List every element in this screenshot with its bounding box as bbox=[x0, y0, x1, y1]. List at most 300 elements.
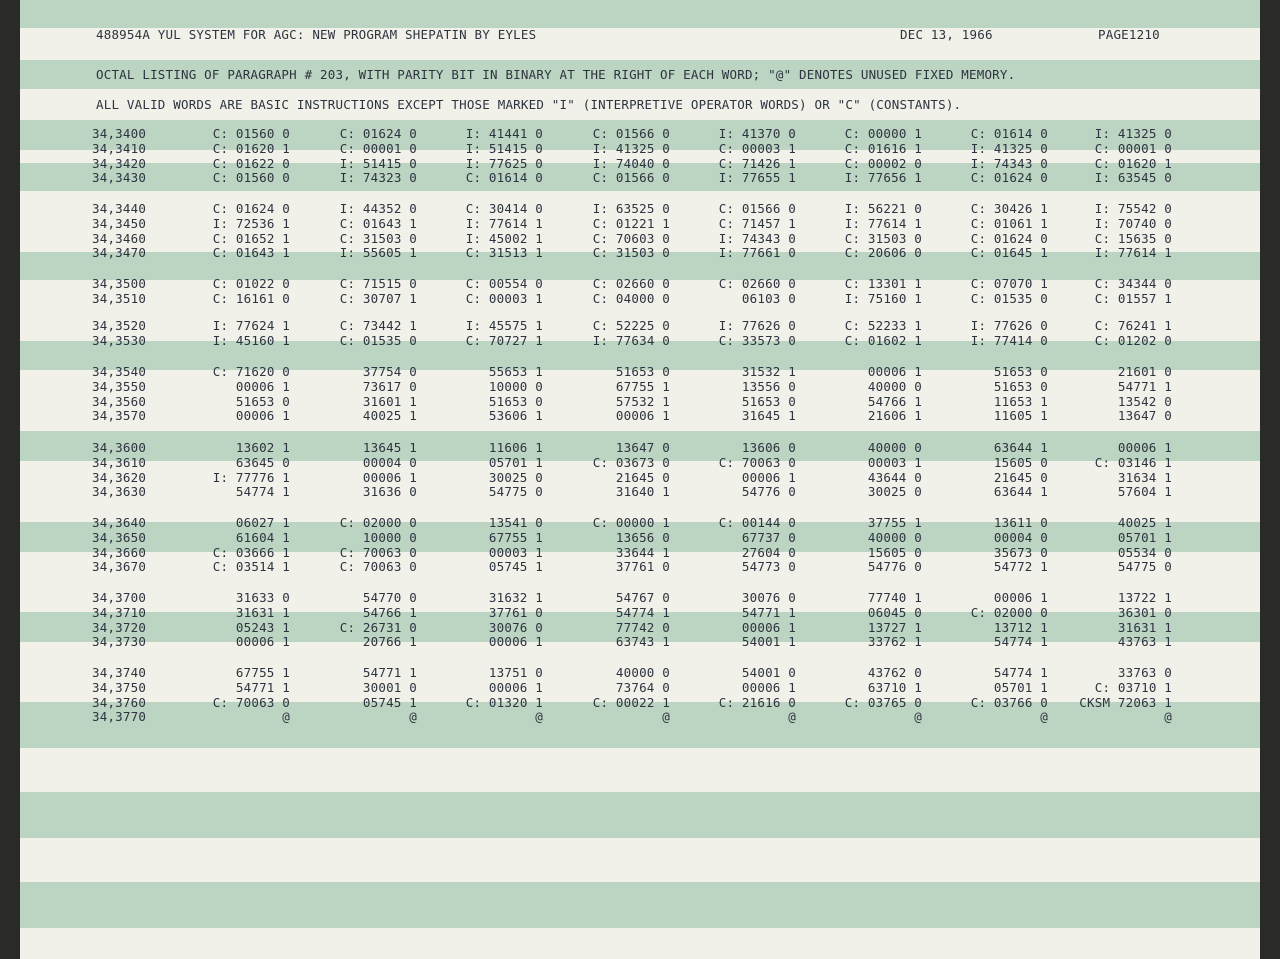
octal-word: 54771 1 bbox=[741, 604, 796, 620]
octal-word: C: 00002 0 bbox=[844, 155, 922, 171]
octal-word: C: 02000 0 bbox=[970, 604, 1048, 620]
listing-block bbox=[20, 127, 1260, 186]
octal-word: 13647 0 bbox=[1117, 408, 1172, 424]
octal-word: 54773 0 bbox=[741, 559, 796, 575]
octal-word: C: 01557 1 bbox=[1094, 290, 1172, 306]
octal-word: 00006 1 bbox=[1117, 440, 1172, 455]
memory-address: 34,3550 bbox=[92, 378, 147, 394]
octal-word: 05701 1 bbox=[1117, 529, 1172, 545]
octal-word: 00006 1 bbox=[741, 679, 796, 695]
octal-word: 37761 0 bbox=[615, 559, 670, 575]
octal-word: C: 01620 1 bbox=[1094, 155, 1172, 171]
octal-word: 54774 1 bbox=[235, 484, 290, 500]
octal-word: 00006 1 bbox=[235, 634, 290, 650]
octal-word: 63644 1 bbox=[993, 440, 1048, 455]
memory-address: 34,3630 bbox=[92, 484, 147, 500]
octal-word: I: 77614 1 bbox=[465, 215, 543, 231]
octal-word: C: 70603 0 bbox=[592, 230, 670, 246]
memory-address: 34,3570 bbox=[92, 408, 147, 424]
memory-address: 34,3600 bbox=[92, 440, 147, 455]
octal-word: C: 01622 0 bbox=[212, 155, 290, 171]
listing-row bbox=[20, 546, 1260, 561]
octal-word: @ bbox=[282, 709, 290, 725]
octal-word: 05745 1 bbox=[362, 694, 417, 710]
octal-word: C: 01560 0 bbox=[212, 126, 290, 141]
octal-word: C: 00000 1 bbox=[592, 515, 670, 530]
octal-word: 00006 1 bbox=[615, 408, 670, 424]
memory-address: 34,3700 bbox=[92, 590, 147, 605]
octal-word: 35673 0 bbox=[993, 544, 1048, 560]
octal-word: C: 01221 1 bbox=[592, 215, 670, 231]
octal-word: C: 01643 1 bbox=[212, 245, 290, 261]
octal-word: C: 03673 0 bbox=[592, 454, 670, 470]
octal-word: 10000 0 bbox=[488, 378, 543, 394]
octal-word: 31636 0 bbox=[362, 484, 417, 500]
octal-word: I: 75160 1 bbox=[844, 290, 922, 306]
octal-word: C: 03666 1 bbox=[212, 544, 290, 560]
octal-word: 21645 0 bbox=[615, 469, 670, 485]
octal-word: I: 74040 0 bbox=[592, 155, 670, 171]
octal-word: C: 02000 0 bbox=[339, 515, 417, 530]
memory-address: 34,3510 bbox=[92, 290, 147, 306]
octal-word: I: 77656 1 bbox=[844, 170, 922, 186]
octal-word: 67755 1 bbox=[615, 378, 670, 394]
octal-word: 13602 1 bbox=[235, 440, 290, 455]
listing-row bbox=[20, 334, 1260, 349]
memory-address: 34,3540 bbox=[92, 364, 147, 379]
octal-word: @ bbox=[409, 709, 417, 725]
octal-word: 67755 1 bbox=[235, 665, 290, 680]
octal-word: C: 07070 1 bbox=[970, 276, 1048, 291]
octal-word: 00003 1 bbox=[867, 454, 922, 470]
memory-address: 34,3520 bbox=[92, 318, 147, 333]
memory-address: 34,3610 bbox=[92, 454, 147, 470]
listing-row bbox=[20, 560, 1260, 575]
octal-word: I: 41441 0 bbox=[465, 126, 543, 141]
octal-word: C: 31503 0 bbox=[592, 245, 670, 261]
octal-word: C: 01602 1 bbox=[844, 332, 922, 348]
octal-word: 00006 1 bbox=[993, 590, 1048, 605]
octal-word: C: 34344 0 bbox=[1094, 276, 1172, 291]
octal-word: 51653 0 bbox=[235, 393, 290, 409]
octal-word: C: 01624 0 bbox=[339, 126, 417, 141]
memory-address: 34,3530 bbox=[92, 332, 147, 348]
octal-word: 13645 1 bbox=[362, 440, 417, 455]
octal-word: I: 74343 0 bbox=[718, 230, 796, 246]
octal-word: 54771 1 bbox=[362, 665, 417, 680]
listing-row bbox=[20, 127, 1260, 142]
octal-word: C: 01614 0 bbox=[970, 126, 1048, 141]
octal-word: 13542 0 bbox=[1117, 393, 1172, 409]
memory-address: 34,3760 bbox=[92, 694, 147, 710]
memory-address: 34,3670 bbox=[92, 559, 147, 575]
octal-word: I: 77655 1 bbox=[718, 170, 796, 186]
octal-word: @ bbox=[788, 709, 796, 725]
octal-word: C: 33573 0 bbox=[718, 332, 796, 348]
octal-word: C: 16161 0 bbox=[212, 290, 290, 306]
octal-word: C: 70727 1 bbox=[465, 332, 543, 348]
octal-word: @ bbox=[1040, 709, 1048, 725]
octal-word: 13611 0 bbox=[993, 515, 1048, 530]
octal-word: C: 31513 1 bbox=[465, 245, 543, 261]
listing-note-valid-words: ALL VALID WORDS ARE BASIC INSTRUCTIONS EXCEPT THOSE MARKED "I" (INTERPRETIVE OPERATOR WORDS) OR "C" (CONSTANTS). bbox=[96, 97, 962, 112]
listing-row bbox=[20, 681, 1260, 696]
octal-word: C: 00000 1 bbox=[844, 126, 922, 141]
octal-word: 31645 1 bbox=[741, 408, 796, 424]
octal-word: C: 01061 1 bbox=[970, 215, 1048, 231]
octal-word: I: 45160 1 bbox=[212, 332, 290, 348]
octal-word: 51653 0 bbox=[615, 364, 670, 379]
listing-header-page: PAGE1210 bbox=[1098, 27, 1160, 42]
octal-word: 43762 0 bbox=[867, 665, 922, 680]
octal-word: 15605 0 bbox=[993, 454, 1048, 470]
octal-word: 33644 1 bbox=[615, 544, 670, 560]
octal-word: @ bbox=[662, 709, 670, 725]
octal-word: I: 41325 0 bbox=[1094, 126, 1172, 141]
octal-word: I: 74343 0 bbox=[970, 155, 1048, 171]
octal-word: C: 70063 0 bbox=[212, 694, 290, 710]
octal-word: 21645 0 bbox=[993, 469, 1048, 485]
octal-word: 33762 1 bbox=[867, 634, 922, 650]
octal-word: 54770 0 bbox=[362, 590, 417, 605]
octal-word: 21601 0 bbox=[1117, 364, 1172, 379]
octal-word: I: 63525 0 bbox=[592, 201, 670, 216]
octal-word: 15605 0 bbox=[867, 544, 922, 560]
octal-word: 54775 0 bbox=[488, 484, 543, 500]
listing-block bbox=[20, 441, 1260, 500]
memory-address: 34,3730 bbox=[92, 634, 147, 650]
octal-word: 31633 0 bbox=[235, 590, 290, 605]
octal-word: C: 00144 0 bbox=[718, 515, 796, 530]
octal-word: C: 01643 1 bbox=[339, 215, 417, 231]
octal-word: I: 72536 1 bbox=[212, 215, 290, 231]
listing-row bbox=[20, 696, 1260, 711]
octal-word: C: 52233 1 bbox=[844, 318, 922, 333]
listing-row bbox=[20, 395, 1260, 410]
listing-row bbox=[20, 710, 1260, 725]
octal-word: 63644 1 bbox=[993, 484, 1048, 500]
octal-word: I: 45002 1 bbox=[465, 230, 543, 246]
memory-address: 34,3640 bbox=[92, 515, 147, 530]
octal-word: I: 77624 1 bbox=[212, 318, 290, 333]
listing-block bbox=[20, 277, 1260, 307]
octal-word: C: 00001 0 bbox=[1094, 140, 1172, 156]
octal-word: C: 31503 0 bbox=[844, 230, 922, 246]
octal-word: 54776 0 bbox=[741, 484, 796, 500]
octal-word: 00006 1 bbox=[741, 469, 796, 485]
octal-word: 51653 0 bbox=[741, 393, 796, 409]
octal-word: C: 03766 0 bbox=[970, 694, 1048, 710]
octal-word: C: 02660 0 bbox=[592, 276, 670, 291]
octal-word: 00004 0 bbox=[993, 529, 1048, 545]
listing-block bbox=[20, 666, 1260, 725]
octal-word: C: 31503 0 bbox=[339, 230, 417, 246]
listing-header-date: DEC 13, 1966 bbox=[900, 27, 993, 42]
octal-word: 77742 0 bbox=[615, 619, 670, 635]
octal-word: C: 01645 1 bbox=[970, 245, 1048, 261]
octal-word: C: 71426 1 bbox=[718, 155, 796, 171]
octal-word: 40025 1 bbox=[362, 408, 417, 424]
octal-word: 06045 0 bbox=[867, 604, 922, 620]
memory-address: 34,3500 bbox=[92, 276, 147, 291]
octal-word: C: 01320 1 bbox=[465, 694, 543, 710]
listing-row bbox=[20, 202, 1260, 217]
octal-word: 43763 1 bbox=[1117, 634, 1172, 650]
octal-word: I: 45575 1 bbox=[465, 318, 543, 333]
octal-word: 55653 1 bbox=[488, 364, 543, 379]
printout-page bbox=[20, 0, 1260, 959]
octal-word: 63710 1 bbox=[867, 679, 922, 695]
octal-word: 54766 1 bbox=[867, 393, 922, 409]
octal-word: 27604 0 bbox=[741, 544, 796, 560]
octal-word: 30025 0 bbox=[488, 469, 543, 485]
octal-word: 63743 1 bbox=[615, 634, 670, 650]
listing-row bbox=[20, 516, 1260, 531]
octal-word: C: 21616 0 bbox=[718, 694, 796, 710]
octal-word: 40000 0 bbox=[867, 529, 922, 545]
octal-word: C: 01624 0 bbox=[970, 230, 1048, 246]
listing-row bbox=[20, 380, 1260, 395]
octal-word: C: 76241 1 bbox=[1094, 318, 1172, 333]
listing-row bbox=[20, 456, 1260, 471]
octal-word: 00003 1 bbox=[488, 544, 543, 560]
octal-word: I: 44352 0 bbox=[339, 201, 417, 216]
octal-word: 43644 0 bbox=[867, 469, 922, 485]
memory-address: 34,3740 bbox=[92, 665, 147, 680]
octal-word: @ bbox=[535, 709, 543, 725]
octal-word: 31532 1 bbox=[741, 364, 796, 379]
octal-word: 13727 1 bbox=[867, 619, 922, 635]
octal-word: 00006 1 bbox=[867, 364, 922, 379]
memory-address: 34,3450 bbox=[92, 215, 147, 231]
octal-word: 30025 0 bbox=[867, 484, 922, 500]
listing-block bbox=[20, 202, 1260, 261]
octal-word: 54766 1 bbox=[362, 604, 417, 620]
octal-word: 00006 1 bbox=[488, 634, 543, 650]
memory-address: 34,3720 bbox=[92, 619, 147, 635]
listing-row bbox=[20, 157, 1260, 172]
octal-word: I: 77414 0 bbox=[970, 332, 1048, 348]
octal-word: C: 01566 0 bbox=[592, 170, 670, 186]
octal-word: 77740 1 bbox=[867, 590, 922, 605]
memory-address: 34,3410 bbox=[92, 140, 147, 156]
octal-word: 13656 0 bbox=[615, 529, 670, 545]
octal-word: C: 00003 1 bbox=[465, 290, 543, 306]
octal-word: I: 77634 0 bbox=[592, 332, 670, 348]
listing-block bbox=[20, 319, 1260, 349]
octal-word: C: 01566 0 bbox=[592, 126, 670, 141]
octal-word: 13556 0 bbox=[741, 378, 796, 394]
octal-word: C: 01614 0 bbox=[465, 170, 543, 186]
octal-word: 51653 0 bbox=[488, 393, 543, 409]
octal-word: C: 01620 1 bbox=[212, 140, 290, 156]
memory-address: 34,3660 bbox=[92, 544, 147, 560]
octal-word: 67737 0 bbox=[741, 529, 796, 545]
octal-word: 00006 1 bbox=[235, 378, 290, 394]
listing-row bbox=[20, 232, 1260, 247]
memory-address: 34,3470 bbox=[92, 245, 147, 261]
listing-block bbox=[20, 365, 1260, 424]
octal-word: 63645 0 bbox=[235, 454, 290, 470]
octal-word: C: 30426 1 bbox=[970, 201, 1048, 216]
listing-row bbox=[20, 606, 1260, 621]
memory-address: 34,3430 bbox=[92, 170, 147, 186]
octal-word: 13751 0 bbox=[488, 665, 543, 680]
octal-word: I: 41325 0 bbox=[592, 140, 670, 156]
listing-row bbox=[20, 635, 1260, 650]
octal-word: 31640 1 bbox=[615, 484, 670, 500]
octal-word: 00006 1 bbox=[741, 619, 796, 635]
octal-word: 54774 1 bbox=[615, 604, 670, 620]
octal-word: C: 01535 0 bbox=[339, 332, 417, 348]
octal-word: C: 01566 0 bbox=[718, 201, 796, 216]
octal-word: I: 77614 1 bbox=[1094, 245, 1172, 261]
octal-word: 54001 1 bbox=[741, 634, 796, 650]
octal-word: I: 77625 0 bbox=[465, 155, 543, 171]
memory-address: 34,3440 bbox=[92, 201, 147, 216]
octal-word: C: 52225 0 bbox=[592, 318, 670, 333]
memory-address: 34,3650 bbox=[92, 529, 147, 545]
memory-address: 34,3460 bbox=[92, 230, 147, 246]
octal-word: I: 77614 1 bbox=[844, 215, 922, 231]
octal-word: 13722 1 bbox=[1117, 590, 1172, 605]
octal-word: C: 00554 0 bbox=[465, 276, 543, 291]
octal-word: 61604 1 bbox=[235, 529, 290, 545]
octal-word: 00004 0 bbox=[362, 454, 417, 470]
octal-word: C: 01202 0 bbox=[1094, 332, 1172, 348]
octal-word: I: 77626 0 bbox=[970, 318, 1048, 333]
octal-word: I: 77776 1 bbox=[212, 469, 290, 485]
octal-word: 73764 0 bbox=[615, 679, 670, 695]
octal-word: C: 04000 0 bbox=[592, 290, 670, 306]
listing-row bbox=[20, 142, 1260, 157]
octal-word: 21606 1 bbox=[867, 408, 922, 424]
octal-word: I: 74323 0 bbox=[339, 170, 417, 186]
octal-word: 51653 0 bbox=[993, 378, 1048, 394]
octal-word: C: 70063 0 bbox=[339, 559, 417, 575]
octal-word: I: 41370 0 bbox=[718, 126, 796, 141]
octal-word: C: 01616 1 bbox=[844, 140, 922, 156]
memory-address: 34,3770 bbox=[92, 709, 147, 725]
octal-word: C: 03710 1 bbox=[1094, 679, 1172, 695]
octal-word: 36301 0 bbox=[1117, 604, 1172, 620]
octal-word: 54771 1 bbox=[1117, 378, 1172, 394]
octal-word: I: 77626 0 bbox=[718, 318, 796, 333]
octal-word: C: 03765 0 bbox=[844, 694, 922, 710]
octal-word: C: 03514 1 bbox=[212, 559, 290, 575]
octal-word: 13647 0 bbox=[615, 440, 670, 455]
octal-word: I: 70740 0 bbox=[1094, 215, 1172, 231]
octal-word: I: 56221 0 bbox=[844, 201, 922, 216]
octal-word: 54771 1 bbox=[235, 679, 290, 695]
octal-word: 40000 0 bbox=[867, 378, 922, 394]
octal-word: 54774 1 bbox=[993, 665, 1048, 680]
octal-word: C: 03146 1 bbox=[1094, 454, 1172, 470]
listing-row bbox=[20, 277, 1260, 292]
memory-address: 34,3710 bbox=[92, 604, 147, 620]
octal-word: 31601 1 bbox=[362, 393, 417, 409]
listing-row bbox=[20, 365, 1260, 380]
octal-word: 05701 1 bbox=[993, 679, 1048, 695]
octal-word: C: 70063 0 bbox=[718, 454, 796, 470]
octal-word: 54774 1 bbox=[993, 634, 1048, 650]
octal-word: 00006 1 bbox=[362, 469, 417, 485]
octal-word: I: 51415 0 bbox=[339, 155, 417, 171]
octal-word: @ bbox=[914, 709, 922, 725]
octal-word: C: 02660 0 bbox=[718, 276, 796, 291]
octal-word: 00006 1 bbox=[488, 679, 543, 695]
listing-row bbox=[20, 171, 1260, 186]
listing-block bbox=[20, 591, 1260, 650]
octal-word: 40025 1 bbox=[1117, 515, 1172, 530]
octal-word: 13712 1 bbox=[993, 619, 1048, 635]
octal-word: C: 30707 1 bbox=[339, 290, 417, 306]
octal-word: C: 01535 0 bbox=[970, 290, 1048, 306]
memory-address: 34,3750 bbox=[92, 679, 147, 695]
octal-word: 73617 0 bbox=[362, 378, 417, 394]
listing-row bbox=[20, 471, 1260, 486]
octal-word: 51653 0 bbox=[993, 364, 1048, 379]
octal-word: I: 41325 0 bbox=[970, 140, 1048, 156]
listing-row bbox=[20, 666, 1260, 681]
octal-word: 54776 0 bbox=[867, 559, 922, 575]
octal-word: C: 01624 0 bbox=[212, 201, 290, 216]
octal-word: 11605 1 bbox=[993, 408, 1048, 424]
octal-word: 54775 0 bbox=[1117, 559, 1172, 575]
listing-row bbox=[20, 531, 1260, 546]
octal-word: 40000 0 bbox=[615, 665, 670, 680]
listing-row bbox=[20, 485, 1260, 500]
octal-word: C: 01560 0 bbox=[212, 170, 290, 186]
octal-word: 37755 1 bbox=[867, 515, 922, 530]
octal-word: 31631 1 bbox=[235, 604, 290, 620]
octal-word: 00006 1 bbox=[235, 408, 290, 424]
octal-word: 54767 0 bbox=[615, 590, 670, 605]
octal-word: C: 13301 1 bbox=[844, 276, 922, 291]
octal-word: 20766 1 bbox=[362, 634, 417, 650]
octal-word: 10000 0 bbox=[362, 529, 417, 545]
octal-word: C: 71515 0 bbox=[339, 276, 417, 291]
octal-word: 53606 1 bbox=[488, 408, 543, 424]
octal-word: 11653 1 bbox=[993, 393, 1048, 409]
octal-word: 05701 1 bbox=[488, 454, 543, 470]
octal-word: 37761 0 bbox=[488, 604, 543, 620]
listing-row bbox=[20, 621, 1260, 636]
octal-word: @ bbox=[1164, 709, 1172, 725]
octal-word: 54001 0 bbox=[741, 665, 796, 680]
octal-word: C: 00003 1 bbox=[718, 140, 796, 156]
octal-word: I: 77661 0 bbox=[718, 245, 796, 261]
octal-word: 06103 0 bbox=[741, 290, 796, 306]
listing-row bbox=[20, 591, 1260, 606]
octal-word: CKSM 72063 1 bbox=[1079, 694, 1172, 710]
octal-word: 11606 1 bbox=[488, 440, 543, 455]
octal-word: I: 75542 0 bbox=[1094, 201, 1172, 216]
octal-word: 31631 1 bbox=[1117, 619, 1172, 635]
octal-word: I: 63545 0 bbox=[1094, 170, 1172, 186]
octal-word: C: 30414 0 bbox=[465, 201, 543, 216]
octal-word: 13541 0 bbox=[488, 515, 543, 530]
listing-header-title: 488954A YUL SYSTEM FOR AGC: NEW PROGRAM SHEPATIN BY EYLES bbox=[96, 27, 537, 42]
octal-word: C: 00022 1 bbox=[592, 694, 670, 710]
octal-word: 30001 0 bbox=[362, 679, 417, 695]
octal-word: 40000 0 bbox=[867, 440, 922, 455]
listing-row bbox=[20, 319, 1260, 334]
octal-word: C: 15635 0 bbox=[1094, 230, 1172, 246]
octal-word: C: 26731 0 bbox=[339, 619, 417, 635]
octal-word: 05243 1 bbox=[235, 619, 290, 635]
octal-word: C: 01022 0 bbox=[212, 276, 290, 291]
